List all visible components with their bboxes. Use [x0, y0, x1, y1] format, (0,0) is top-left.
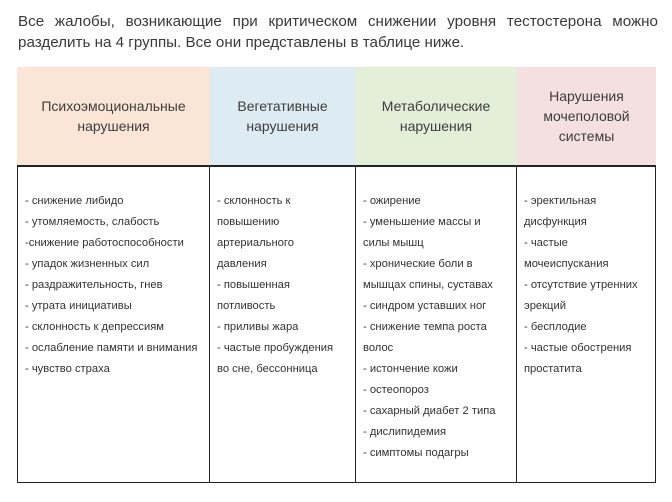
header-line: системы — [558, 128, 615, 144]
list-item: - симптомы подагры — [363, 447, 469, 459]
list-item: - хронические боли в — [363, 258, 473, 270]
header-line: нарушения — [399, 118, 473, 134]
table-body — [17, 167, 656, 483]
list-item: - утомляемость, слабость — [25, 216, 160, 228]
list-item: волос — [363, 342, 394, 354]
column-vegetative — [217, 191, 353, 380]
header-vegetative — [210, 67, 355, 165]
list-item: - сахарный диабет 2 типа — [363, 405, 496, 417]
header-psycho-emotional — [17, 67, 210, 165]
column-border-1 — [209, 167, 210, 483]
list-item: эрекций — [524, 300, 566, 312]
list-item: - раздражительность, гнев — [25, 279, 163, 291]
list-item: -снижение работоспособности — [25, 237, 184, 249]
list-item: - склонность к — [217, 195, 291, 207]
list-item: - утрата инициативы — [25, 300, 132, 312]
header-text — [237, 96, 327, 136]
column-psycho-emotional — [25, 191, 207, 380]
list-item: - ожирение — [363, 195, 421, 207]
list-item: - дислипидемия — [363, 426, 447, 438]
list-item: - синдром уставших ног — [363, 300, 487, 312]
column-urogenital — [524, 191, 654, 380]
column-metabolic — [363, 191, 513, 464]
list-item: - склонность к депрессиям — [25, 321, 164, 333]
header-line: Нарушения — [549, 88, 624, 104]
list-item: давления — [217, 258, 267, 270]
intro-paragraph — [18, 11, 658, 53]
column-border-right — [655, 167, 656, 483]
table-header-row — [17, 67, 656, 167]
header-line: нарушения — [77, 118, 150, 134]
header-text — [543, 86, 629, 146]
column-border-2 — [355, 167, 356, 483]
intro-line-2: разделить на 4 группы. Все они представлены в таблице ниже. — [18, 34, 465, 51]
list-item: - частые — [524, 237, 568, 249]
list-item: - снижение либидо — [25, 195, 124, 207]
list-item: дисфункция — [524, 216, 587, 228]
column-border-left — [17, 167, 18, 483]
list-item: - упадок жизненных сил — [25, 258, 150, 270]
list-item: мышцах спины, суставах — [363, 279, 493, 291]
list-item: артериального — [217, 237, 294, 249]
header-text — [382, 96, 490, 136]
list-item: - уменьшение массы и — [363, 216, 481, 228]
list-item: - приливы жара — [217, 321, 299, 333]
header-metabolic — [355, 67, 517, 165]
list-item: - истончение кожи — [363, 363, 458, 375]
header-urogenital — [517, 67, 656, 165]
list-item: - отсутствие утренних — [524, 279, 638, 291]
list-item: - частые обострения — [524, 342, 632, 354]
header-line: Психоэмоциональные — [41, 98, 186, 114]
list-item: - ослабление памяти и внимания — [25, 342, 198, 354]
symptoms-table — [17, 67, 656, 483]
header-line: мочеполовой — [543, 108, 630, 124]
header-line: нарушения — [246, 118, 319, 134]
intro-line-1: Все жалобы, возникающие при критическом снижении уровня тестостерона можно — [18, 13, 658, 30]
list-item: силы мышц — [363, 237, 424, 249]
list-item: повышению — [217, 216, 280, 228]
header-line: Вегетативные — [237, 98, 328, 114]
column-border-3 — [516, 167, 517, 483]
list-item: простатита — [524, 363, 582, 375]
list-item: - снижение темпа роста — [363, 321, 487, 333]
list-item: - бесплодие — [524, 321, 587, 333]
header-text — [41, 96, 185, 136]
list-item: мочеиспускания — [524, 258, 609, 270]
list-item: - повышенная — [217, 279, 290, 291]
table-bottom-border — [17, 482, 656, 483]
list-item: - остеопороз — [363, 384, 429, 396]
list-item: - эректильная — [524, 195, 597, 207]
list-item: потливость — [217, 300, 276, 312]
list-item: - частые пробуждения — [217, 342, 334, 354]
list-item: - чувство страха — [25, 363, 110, 375]
list-item: во сне, бессонница — [217, 363, 318, 375]
header-line: Метаболические — [381, 98, 491, 114]
